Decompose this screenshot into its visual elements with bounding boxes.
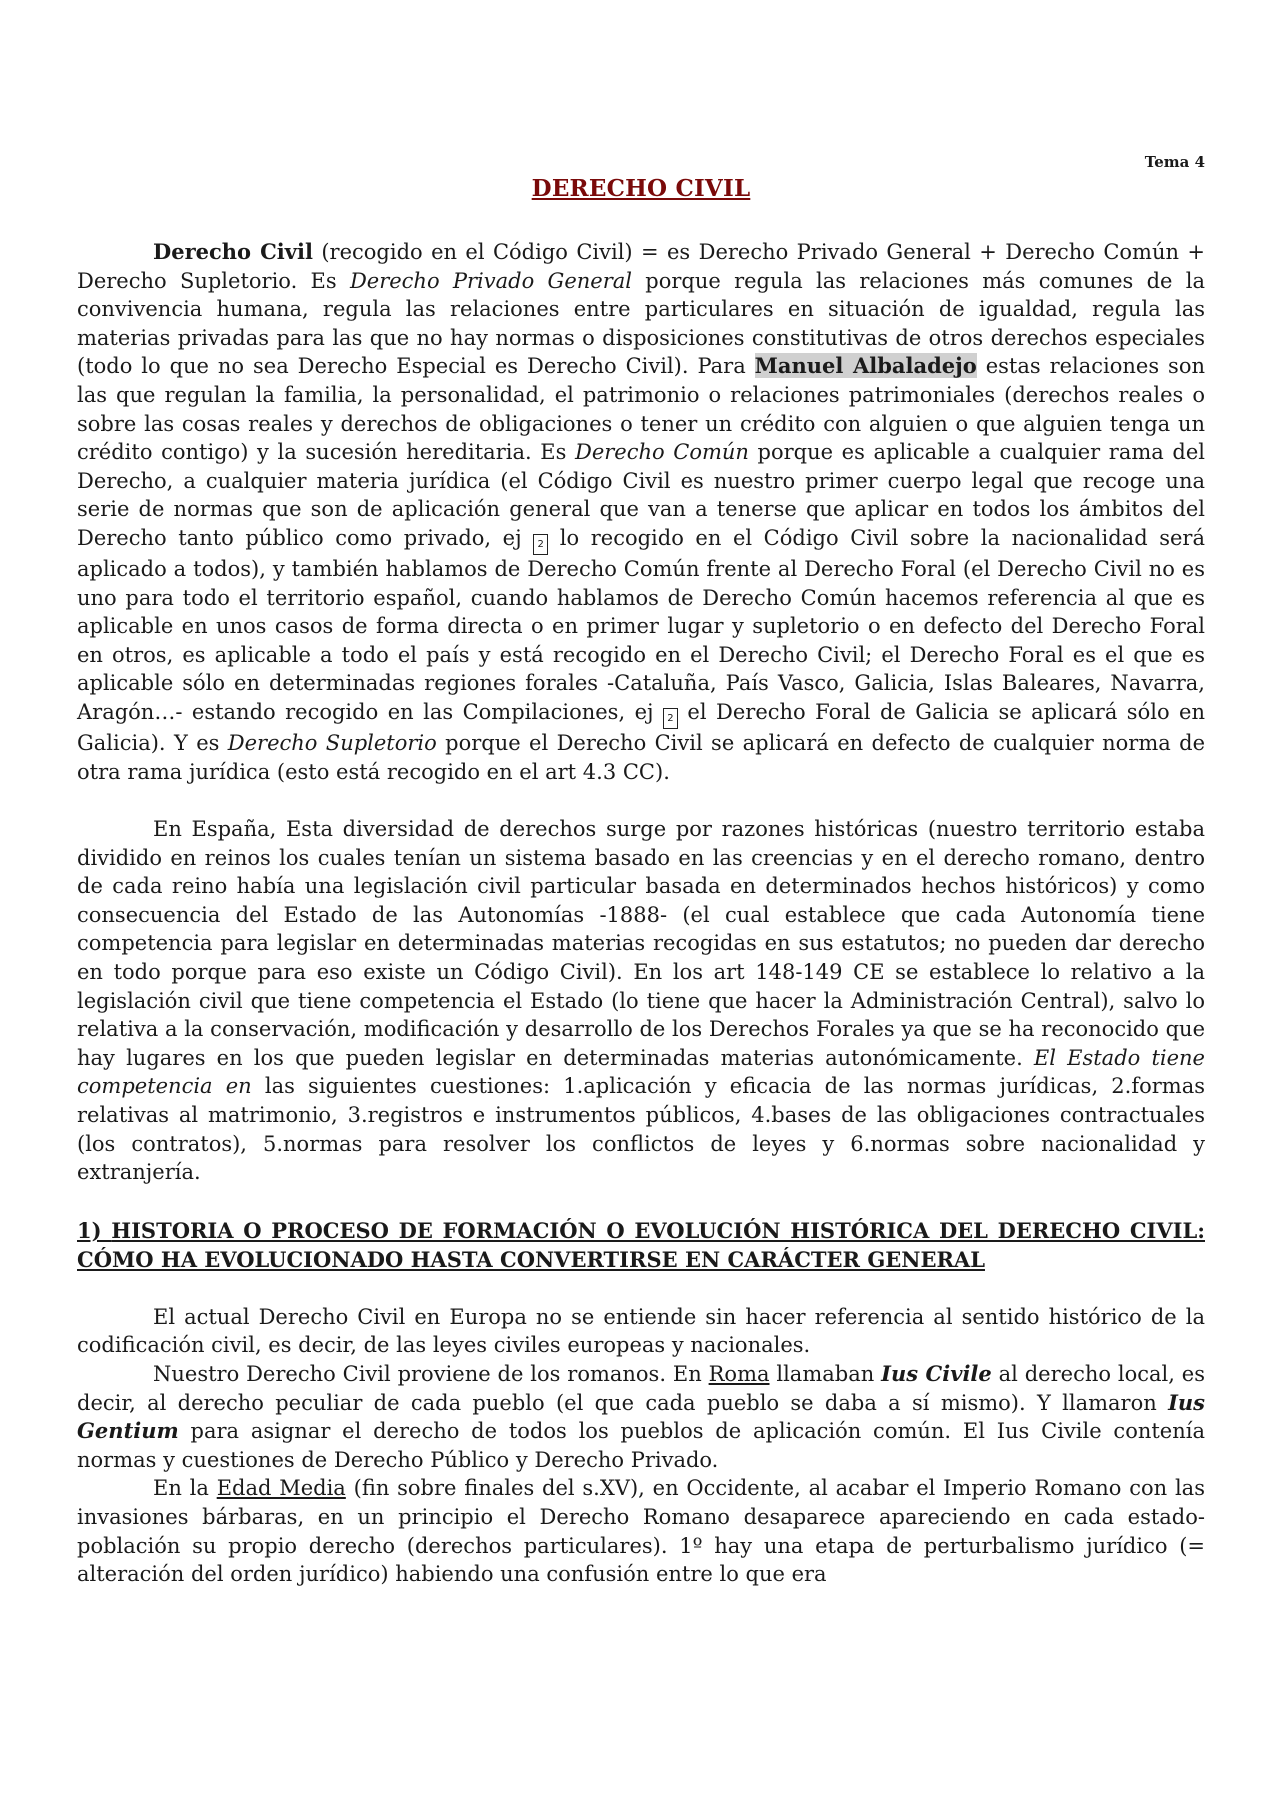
document-page [77,150,1205,1589]
term-derecho-privado-general: Derecho Privado General [349,268,632,293]
paragraph-actual-derecho: El actual Derecho Civil en Europa no se entiende sin hacer referencia al sentido histórico de la codificación civil, es decir, de las leyes civiles europeas y nacionales. [77,1304,1205,1358]
highlight-author: Manuel Albaladejo [754,353,977,379]
term-roma: Roma [708,1362,770,1386]
paragraph-romanos: Nuestro Derecho Civil proviene de los romanos. En Roma llamaban Ius Civile al derecho local, es decir, al derecho peculiar de cada pueblo (el que cada pueblo se daba a sí mismo). Y llamaron Ius Gentium para asignar el derecho de todos los pueblos de aplicación común. El Ius Civile contenía normas y cuestiones de Derecho Público y Derecho Privado. [77,1361,1205,1472]
term-ius-civile: Ius Civile [881,1361,992,1386]
term-derecho-comun: Derecho Común [574,440,749,465]
section-heading-1: 1) HISTORIA O PROCESO DE FORMACIÓN O EVOLUCIÓN HISTÓRICA DEL DERECHO CIVIL: CÓMO HA EVOLUCIONADO HASTA CONVERTIRSE EN CARÁCTER GENERAL [77,1217,1205,1272]
topic-label: Tema 4 [1144,153,1205,171]
term-derecho-civil: Derecho Civil [153,239,313,264]
term-ius-gentium: Ius Gentium [77,1389,1205,1444]
term-edad-media: Edad Media [216,1476,346,1501]
term-derecho-supletorio: Derecho Supletorio [227,730,437,755]
term-estado-competencia: El Estado tiene competencia en [77,1045,1205,1099]
paragraph-derecho-civil: Derecho Civil (recogido en el Código Civil) = es Derecho Privado General + Derecho Común + Derecho Supletorio. Es Derecho Privado General porque regula las relaciones más comunes de la convivencia humana, regula las relaciones entre particulares en situación de igualdad, regula las materias privadas para las que no hay normas o disposiciones constitutivas de otros derechos especiales (todo lo que no sea Derecho Especial es Derecho Civil). Para Manuel Albaladejo estas relaciones son las que regulan la familia, la personalidad, el patrimonio o relaciones patrimoniales (derechos reales o sobre las cosas reales y derechos de obligaciones o tener un crédito con alguien o que alguien tenga un crédito contigo) y la sucesión hereditaria. Es Derecho Común porque es aplicable a cualquier rama del Derecho, a cualquier materia jurídica (el Código Civil es nuestro primer cuerpo legal que recoge una serie de normas que son de aplicación general que van a tenerse que aplicar en todos los ámbitos del Derecho tanto público como privado, ej 2 lo recogido en el Código Civil sobre la nacionalidad será aplicado a todos), y también hablamos de Derecho Común frente al Derecho Foral (el Derecho Civil no es uno para todo el territorio español, cuando hablamos de Derecho Común hacemos referencia al que es aplicable en unos casos de forma directa o en primer lugar y supletorio o en defecto del Derecho Foral en otros, es aplicable a todo el país y está recogido en el Derecho Civil; el Derecho Foral es el que es aplicable sólo en determinadas regiones forales -Cataluña, País Vasco, Galicia, Islas Baleares, Navarra, Aragón…- estando recogido en las Compilaciones, ej 2 el Derecho Foral de Galicia se aplicará sólo en Galicia). Y es Derecho Supletorio porque el Derecho Civil se aplicará en defecto de cualquier norma de otra rama jurídica (esto está recogido en el art 4.3 CC). [77,239,1205,784]
placeholder-symbol-icon: 2 [533,534,548,555]
paragraph-edad-media: En la Edad Media (fin sobre finales del s.XV), en Occidente, al acabar el Imperio Romano con las invasiones bárbaras, en un principio el Derecho Romano desaparece apareciendo en cada estado-población su propio derecho (derechos particulares). 1º hay una etapa de perturbalismo jurídico (= alteración del orden jurídico) habiendo una confusión entre lo que era [77,1476,1205,1587]
paragraph-espana: En España, Esta diversidad de derechos surge por razones históricas (nuestro territorio estaba dividido en reinos los cuales tenían un sistema basado en las creencias y en el derecho romano, dentro de cada reino había una legislación civil particular basada en determinados hechos históricos) y como consecuencia del Estado de las Autonomías -1888- (el cual establece que cada Autonomía tiene competencia para legislar en determinadas materias recogidas en sus estatutos; no pueden dar derecho en todo porque para eso existe un Código Civil). En los art 148-149 CE se establece lo relativo a la legislación civil que tiene competencia el Estado (lo tiene que hacer la Administración Central), salvo lo relativa a la conservación, modificación y desarrollo de los Derechos Forales ya que se ha reconocido que hay lugares en los que pueden legislar en determinadas materias autonómicamente. El Estado tiene competencia en las siguientes cuestiones: 1.aplicación y eficacia de las normas jurídicas, 2.formas relativas al matrimonio, 3.registros e instrumentos públicos, 4.bases de las obligaciones contractuales (los contratos), 5.normas para resolver los conflictos de leyes y 6.normas sobre nacionalidad y extranjería. [77,817,1205,1185]
placeholder-symbol-icon: 2 [663,708,678,729]
page-title: DERECHO CIVIL [531,175,751,202]
